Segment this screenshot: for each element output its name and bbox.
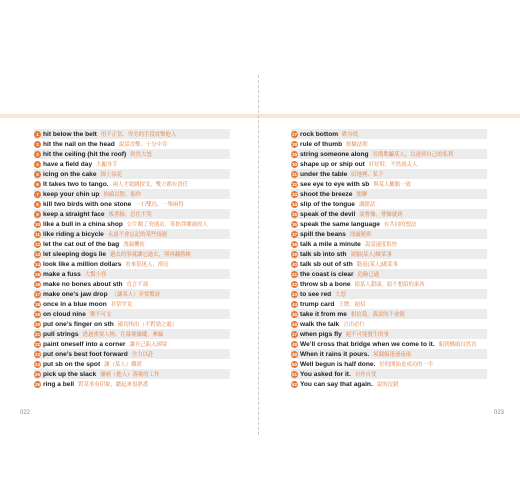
entry-gloss: 講錯話 bbox=[358, 202, 376, 208]
entry-number-badge: 4 bbox=[34, 161, 41, 168]
entry-number-badge: 16 bbox=[34, 281, 40, 287]
entry-number-badge: 38 bbox=[291, 241, 297, 247]
entry-phrase: speak the same language bbox=[300, 220, 380, 228]
entry-phrase: talk a mile a minute bbox=[300, 240, 361, 248]
entry-row bbox=[291, 189, 487, 199]
entry-row bbox=[34, 169, 230, 179]
entry-phrase: keep your chin up bbox=[43, 190, 100, 198]
entry-gloss: 全力以赴 bbox=[131, 352, 154, 358]
entry-number-badge: 2 bbox=[34, 141, 41, 148]
entry-number-badge: 22 bbox=[34, 341, 40, 347]
entry-number-badge: 3 bbox=[34, 151, 41, 158]
entry-row bbox=[34, 319, 230, 329]
entry-gloss: 勃然大怒 bbox=[130, 152, 152, 158]
entry-row bbox=[291, 169, 487, 179]
entry-gloss: 一石雙鳥、一舉兩得 bbox=[135, 202, 184, 208]
entry-row bbox=[291, 179, 487, 189]
page-fold bbox=[258, 75, 259, 435]
entry-gloss: 讓自己陷入困境 bbox=[129, 342, 168, 348]
entry-row bbox=[34, 299, 230, 309]
entry-gloss: 跌谷底 bbox=[342, 132, 359, 138]
right-page-list bbox=[291, 129, 487, 389]
entry-gloss: 看來很迷人、漂亮 bbox=[125, 262, 169, 268]
entry-number-badge: 5 bbox=[34, 171, 41, 178]
entry-phrase: like riding a bicycle bbox=[43, 230, 104, 238]
entry-phrase: paint oneself into a corner bbox=[43, 340, 126, 348]
entry-phrase: icing on the cake bbox=[43, 170, 97, 178]
entry-row bbox=[291, 339, 487, 349]
left-page-number: 022 bbox=[20, 410, 31, 416]
entry-row bbox=[34, 359, 230, 369]
entry-phrase: ring a bell bbox=[43, 380, 75, 388]
entry-row bbox=[291, 129, 487, 139]
left-page-list bbox=[34, 129, 230, 389]
entry-number-badge: 39 bbox=[291, 251, 297, 257]
entry-phrase: make a fuss bbox=[43, 270, 81, 278]
entry-number-badge: 19 bbox=[34, 311, 40, 317]
entry-phrase: pick up the slack bbox=[43, 370, 97, 378]
entry-gloss: 相信我，我說的不會錯 bbox=[350, 312, 405, 318]
entry-gloss: 暗地裡、私下 bbox=[351, 172, 384, 178]
entry-phrase: put one’s finger on sth bbox=[43, 320, 114, 328]
entry-phrase: under the table bbox=[300, 170, 348, 178]
entry-gloss: 說話直擊、十分中肯 bbox=[118, 142, 168, 148]
entry-phrase: take it from me bbox=[300, 310, 347, 318]
entry-gloss: 非常罕見 bbox=[110, 302, 133, 308]
entry-number-badge: 50 bbox=[291, 361, 297, 367]
entry-gloss: 說話速度很快 bbox=[364, 242, 398, 248]
entry-number-badge: 47 bbox=[291, 331, 297, 337]
entry-number-badge: 35 bbox=[291, 211, 297, 217]
entry-row bbox=[291, 229, 487, 239]
entry-gloss: 公牛闖了瓷器店，笨拙莽闖禍的人 bbox=[126, 222, 208, 228]
entry-number-badge: 21 bbox=[34, 331, 40, 337]
entry-phrase: hit the nail on the head bbox=[43, 140, 115, 148]
entry-row bbox=[291, 259, 487, 269]
entry-gloss: 屋漏偏逢連夜雨 bbox=[373, 352, 411, 358]
entry-row bbox=[34, 329, 230, 339]
entry-phrase: rock bottom bbox=[300, 130, 339, 138]
entry-phrase: shoot the breeze bbox=[300, 190, 353, 198]
entry-row bbox=[34, 339, 230, 349]
entry-number-badge: 41 bbox=[291, 271, 297, 277]
entry-gloss: 讓（某人）難堪 bbox=[104, 362, 142, 368]
entry-row bbox=[291, 289, 487, 299]
entry-row bbox=[34, 259, 230, 269]
entry-phrase: rule of thumb bbox=[300, 140, 343, 148]
right-page-number: 023 bbox=[494, 410, 505, 416]
entry-number-badge: 51 bbox=[291, 371, 297, 377]
entry-gloss: 透過重要人物、在幕後操縱，牽線 bbox=[82, 332, 164, 338]
entry-phrase: to see red bbox=[300, 290, 332, 298]
entry-row bbox=[34, 239, 230, 249]
entry-row bbox=[291, 369, 487, 379]
entry-number-badge: 40 bbox=[291, 261, 297, 267]
entry-phrase: on cloud nine bbox=[43, 310, 86, 318]
entry-row bbox=[291, 269, 487, 279]
entry-number-badge: 8 bbox=[34, 201, 41, 208]
entry-phrase: keep a straight face bbox=[43, 210, 105, 218]
entry-phrase: like a bull in a china shop bbox=[43, 220, 123, 228]
entry-phrase: talk sb into sth bbox=[300, 250, 347, 258]
entry-row bbox=[291, 239, 487, 249]
entry-number-badge: 45 bbox=[291, 311, 297, 317]
entry-row bbox=[291, 379, 487, 389]
entry-gloss: 大顯身手 bbox=[96, 162, 118, 168]
entry-row bbox=[34, 149, 230, 159]
entry-number-badge: 15 bbox=[34, 271, 40, 277]
entry-phrase: throw sb a bone bbox=[300, 280, 351, 288]
entry-row bbox=[291, 139, 487, 149]
entry-gloss: 言出必行 bbox=[343, 322, 365, 328]
entry-row bbox=[34, 309, 230, 319]
entry-phrase: hit below the belt bbox=[43, 130, 97, 138]
entry-phrase: let sleeping dogs lie bbox=[43, 250, 107, 258]
entry-row bbox=[291, 329, 487, 339]
entry-row bbox=[34, 209, 230, 219]
entry-gloss: 好好幹，不然就走人 bbox=[368, 162, 418, 168]
entry-row bbox=[34, 159, 230, 169]
entry-number-badge: 32 bbox=[291, 181, 297, 187]
entry-number-badge: 10 bbox=[34, 221, 40, 227]
entry-phrase: It takes two to tango. bbox=[43, 180, 109, 188]
entry-gloss: 給某人甜頭，給不想給的東西 bbox=[354, 282, 425, 288]
entry-phrase: make no bones about sth bbox=[43, 280, 123, 288]
entry-gloss: 長期欺騙某人，以達到自己的私利 bbox=[372, 152, 454, 158]
entry-phrase: spill the beans bbox=[300, 230, 346, 238]
entry-number-badge: 7 bbox=[34, 191, 41, 198]
entry-phrase: put one’s best foot forward bbox=[43, 350, 128, 358]
entry-number-badge: 27 bbox=[291, 131, 297, 137]
entry-gloss: 經驗法則 bbox=[346, 142, 368, 148]
entry-gloss: 用不正當、卑劣的手段攻擊他人 bbox=[100, 132, 177, 138]
entry-number-badge: 26 bbox=[34, 381, 40, 387]
entry-phrase: trump card bbox=[300, 300, 335, 308]
entry-phrase: when pigs fly bbox=[300, 330, 342, 338]
entry-row bbox=[34, 369, 230, 379]
entry-number-badge: 9 bbox=[34, 211, 41, 218]
entry-row bbox=[34, 379, 230, 389]
entry-phrase: let the cat out of the bag bbox=[43, 240, 120, 248]
entry-gloss: 彌補（他人）落後的工作 bbox=[100, 372, 160, 378]
entry-number-badge: 31 bbox=[291, 171, 297, 177]
entry-phrase: make one’s jaw drop bbox=[43, 290, 108, 298]
entry-gloss: （讓某人）非常驚訝 bbox=[111, 292, 161, 298]
entry-phrase: see eye to eye with sb bbox=[300, 180, 370, 188]
entry-gloss: 大怒 bbox=[335, 292, 346, 298]
entry-row bbox=[34, 139, 230, 149]
entry-gloss: 船到橋頭自然直 bbox=[438, 342, 477, 348]
entry-row bbox=[34, 279, 230, 289]
entry-row bbox=[291, 319, 487, 329]
entry-gloss: 永遠不會忘記的某些技能 bbox=[107, 232, 168, 238]
entry-number-badge: 37 bbox=[291, 231, 297, 237]
entry-phrase: put sb on the spot bbox=[43, 360, 101, 368]
entry-phrase: speak of the devil bbox=[300, 210, 356, 218]
entry-phrase: hit the ceiling (hit the roof) bbox=[43, 150, 127, 158]
entry-gloss: 危險已過 bbox=[357, 272, 380, 278]
entry-number-badge: 43 bbox=[291, 291, 297, 297]
entry-number-badge: 42 bbox=[291, 281, 297, 287]
entry-number-badge: 11 bbox=[35, 231, 40, 237]
entry-number-badge: 33 bbox=[291, 191, 297, 197]
entry-row bbox=[34, 199, 230, 209]
entry-number-badge: 49 bbox=[291, 351, 297, 357]
entry-number-badge: 36 bbox=[291, 221, 297, 227]
entry-number-badge: 29 bbox=[291, 151, 297, 157]
entry-gloss: 大驚小怪 bbox=[84, 272, 107, 278]
entry-row bbox=[34, 129, 230, 139]
entry-phrase: walk the talk bbox=[300, 320, 340, 328]
entry-gloss: 絕不可能發生的事 bbox=[345, 332, 389, 338]
entry-gloss: 板著臉、忍住不笑 bbox=[108, 212, 152, 218]
entry-row bbox=[34, 249, 230, 259]
entry-number-badge: 13 bbox=[34, 251, 40, 257]
entry-row bbox=[34, 179, 230, 189]
entry-phrase: the coast is clear bbox=[300, 270, 354, 278]
entry-row bbox=[291, 159, 487, 169]
entry-number-badge: 23 bbox=[34, 351, 40, 357]
entry-gloss: 錦上添花 bbox=[100, 172, 123, 178]
entry-phrase: You can say that again. bbox=[300, 380, 373, 388]
entry-row bbox=[34, 189, 230, 199]
entry-number-badge: 28 bbox=[291, 141, 297, 147]
entry-row bbox=[291, 149, 487, 159]
entry-row bbox=[34, 229, 230, 239]
entry-number-badge: 25 bbox=[34, 371, 40, 377]
entry-gloss: 樂不可支 bbox=[89, 312, 112, 318]
entry-number-badge: 52 bbox=[291, 381, 297, 387]
entry-gloss: 說曹操，曹操就到 bbox=[359, 212, 403, 218]
entry-number-badge: 12 bbox=[34, 241, 40, 247]
entry-gloss: 過去的事就讓它過去，別再翻舊帳 bbox=[110, 252, 191, 258]
entry-phrase: shape up or ship out bbox=[300, 160, 365, 168]
entry-number-badge: 24 bbox=[34, 361, 40, 367]
entry-row bbox=[291, 209, 487, 219]
entry-gloss: 勸退(某人)做某事 bbox=[356, 262, 399, 268]
entry-row bbox=[291, 219, 487, 229]
entry-row bbox=[34, 349, 230, 359]
entry-gloss: 自作自受 bbox=[354, 372, 377, 378]
entry-number-badge: 30 bbox=[291, 161, 297, 167]
entry-gloss: 洩露秘密 bbox=[349, 232, 372, 238]
entry-gloss: 與某人觀點一致 bbox=[373, 182, 412, 188]
entry-row bbox=[291, 349, 487, 359]
entry-phrase: once in a blue moon bbox=[43, 300, 107, 308]
entry-gloss: 有共同的想法 bbox=[383, 222, 417, 228]
entry-phrase: Well begun is half done. bbox=[300, 360, 376, 368]
entry-row bbox=[291, 279, 487, 289]
entry-phrase: talk sb out of sth bbox=[300, 260, 353, 268]
entry-number-badge: 14 bbox=[34, 261, 40, 267]
entry-number-badge: 17 bbox=[34, 291, 40, 297]
entry-row bbox=[291, 359, 487, 369]
entry-number-badge: 46 bbox=[291, 321, 297, 327]
entry-phrase: look like a million dollars bbox=[43, 260, 122, 268]
entry-number-badge: 1 bbox=[34, 131, 41, 138]
entry-row bbox=[291, 299, 487, 309]
entry-row bbox=[291, 249, 487, 259]
entry-number-badge: 18 bbox=[34, 301, 40, 307]
entry-phrase: You asked for it. bbox=[300, 370, 351, 378]
entry-phrase: When it rains it pours. bbox=[300, 350, 370, 358]
entry-row bbox=[34, 289, 230, 299]
entry-row bbox=[291, 199, 487, 209]
entry-gloss: 說的沒錯 bbox=[376, 382, 399, 388]
entry-gloss: 抬頭以對，振作 bbox=[103, 192, 142, 198]
entry-row bbox=[291, 309, 487, 319]
entry-gloss: 兩人才能跳探戈，雙方都有責任 bbox=[112, 182, 189, 188]
entry-number-badge: 6 bbox=[34, 181, 41, 188]
entry-row bbox=[34, 269, 230, 279]
entry-gloss: 說服(某人)做某事 bbox=[350, 252, 392, 258]
entry-number-badge: 20 bbox=[34, 321, 40, 327]
entry-gloss: 好的開始是成功的一半 bbox=[379, 362, 434, 368]
entry-phrase: kill two birds with one stone bbox=[43, 200, 132, 208]
entry-phrase: slip of the tongue bbox=[300, 200, 355, 208]
header-band bbox=[0, 114, 520, 118]
entry-phrase: pull strings bbox=[43, 330, 79, 338]
entry-phrase: We’ll cross that bridge when we come to it. bbox=[300, 340, 435, 348]
entry-gloss: 對某事有印象，聽起來很熟悉 bbox=[78, 382, 149, 388]
entry-number-badge: 34 bbox=[291, 201, 297, 207]
entry-gloss: 直言不諱 bbox=[126, 282, 149, 288]
entry-phrase: have a field day bbox=[43, 160, 93, 168]
entry-gloss: 洩漏機密 bbox=[123, 242, 145, 248]
entry-gloss: 閒聊 bbox=[356, 192, 368, 198]
entry-phrase: string someone along bbox=[300, 150, 369, 158]
entry-gloss: 確切指出（不對勁之處） bbox=[117, 322, 178, 328]
entry-number-badge: 48 bbox=[291, 341, 297, 347]
entry-gloss: 王牌、絕招 bbox=[338, 302, 366, 308]
entry-row bbox=[34, 219, 230, 229]
entry-number-badge: 44 bbox=[291, 301, 297, 307]
